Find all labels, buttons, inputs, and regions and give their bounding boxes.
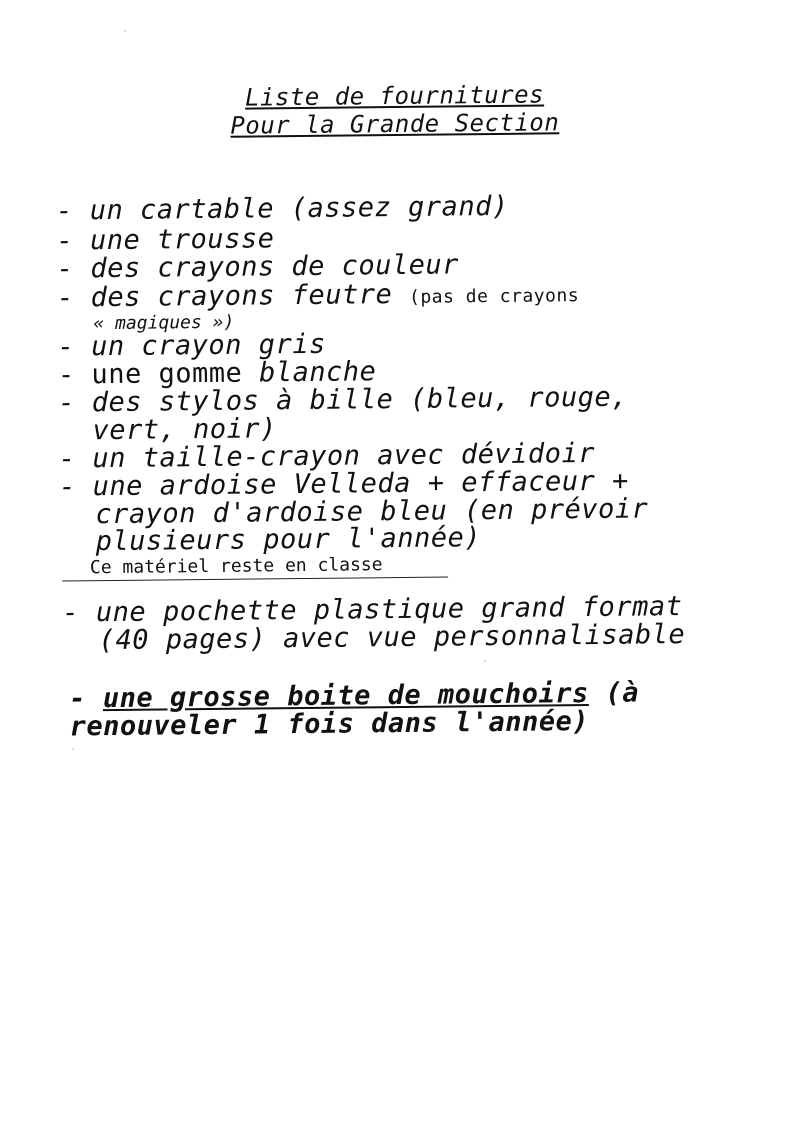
bullet-dash: -: [56, 253, 74, 285]
item-text: une ardoise Velleda + effaceur +: [92, 465, 629, 503]
title-line-2: Pour la Grande Section: [230, 108, 560, 140]
bullet-dash: -: [69, 683, 87, 715]
item-note: (pas de crayons: [408, 285, 580, 308]
item-cartable: [56, 191, 509, 227]
item-text: une pochette plastique grand format: [95, 591, 683, 629]
bullet-dash: -: [62, 597, 80, 629]
item-text: des crayons de couleur: [90, 249, 460, 285]
item-pochette-line-2: (40 pages) avec vue personnalisable: [98, 619, 686, 657]
item-text: une trousse: [89, 223, 275, 257]
item-feutre: [57, 277, 579, 313]
bullet-dash: -: [56, 225, 74, 257]
item-text: une gomme: [91, 357, 243, 391]
title-line-1: Liste de fournitures: [244, 80, 545, 112]
bullet-dash: -: [58, 471, 77, 503]
item-text-underlined: une grosse boite de mouchoirs: [102, 678, 589, 715]
bullet-dash: -: [58, 387, 76, 419]
item-text: un taille-crayon avec dévidoir: [92, 437, 596, 475]
scan-speck: [124, 30, 126, 32]
item-mouchoirs-line-2: renouveler 1 fois dans l'année): [69, 706, 590, 743]
item-text: des crayons feutre: [90, 279, 393, 314]
item-ardoise-line-2: crayon d'ardoise bleu (en prévoir: [95, 493, 649, 531]
item-stylos: [58, 382, 628, 419]
item-ardoise-line-3: plusieurs pour l'année): [95, 522, 482, 558]
scan-speck: [484, 660, 486, 662]
bullet-dash: -: [56, 282, 75, 314]
item-text: un cartable (assez grand): [89, 190, 509, 227]
item-text: des stylos à bille (bleu, rouge,: [91, 381, 629, 419]
item-stylos-line-2: vert, noir): [92, 413, 277, 447]
bullet-dash: -: [56, 195, 74, 227]
bullet-dash: -: [58, 443, 76, 475]
item-text-italic: blanche: [258, 356, 377, 389]
bullet-dash: -: [57, 331, 75, 363]
item-text: (à: [605, 677, 640, 709]
scan-speck: [72, 748, 74, 750]
item-text: un crayon gris: [91, 328, 326, 363]
bullet-dash: -: [57, 359, 75, 391]
item-feutre-note-2: « magiques »): [93, 311, 235, 335]
classroom-note: Ce matériel reste en classe: [89, 554, 383, 579]
